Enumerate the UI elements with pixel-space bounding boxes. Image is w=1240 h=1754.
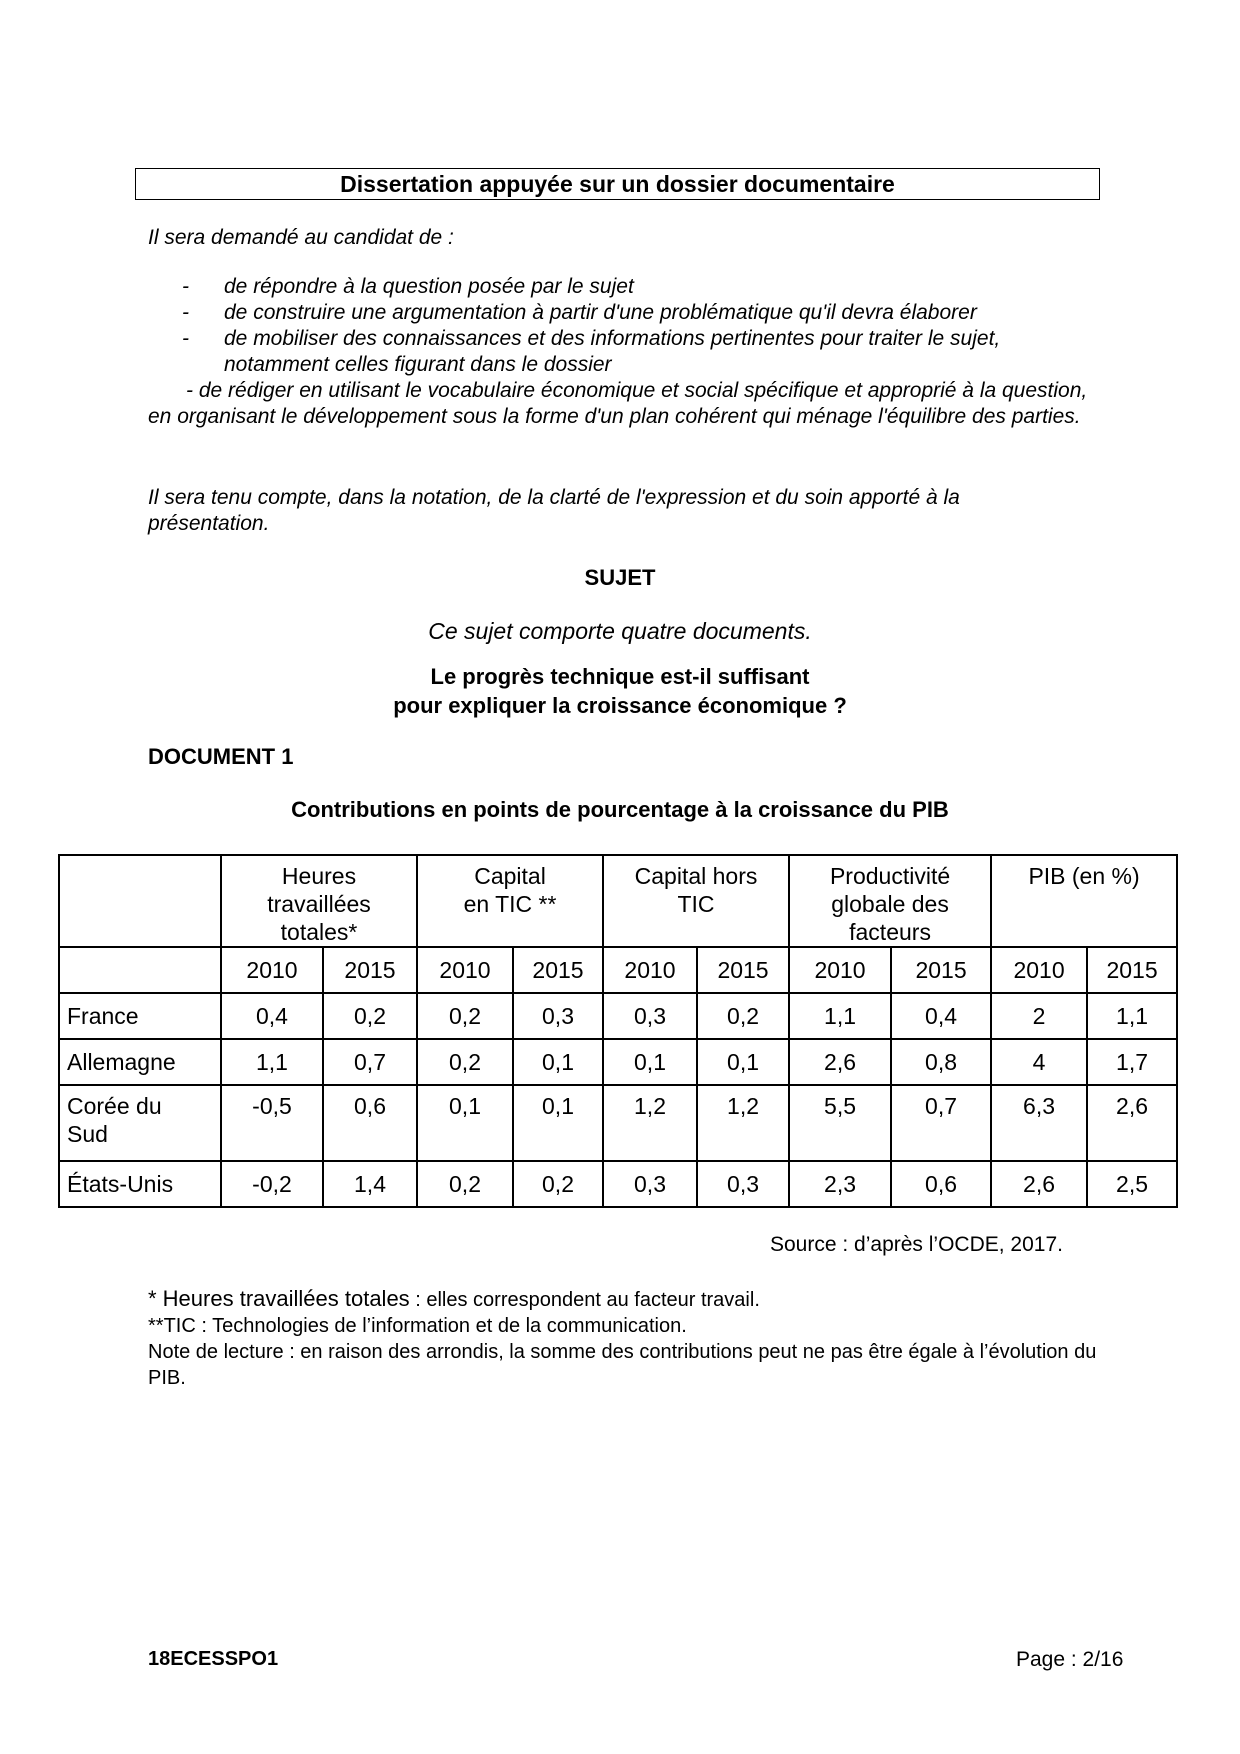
year-header: 2010 xyxy=(789,947,891,993)
year-header: 2010 xyxy=(417,947,513,993)
instructions-list xyxy=(148,274,1108,430)
year-header: 2015 xyxy=(697,947,789,993)
document-label: DOCUMENT 1 xyxy=(148,744,294,769)
year-header-row xyxy=(59,947,1177,993)
year-header: 2015 xyxy=(513,947,603,993)
year-corner xyxy=(59,947,221,993)
value-cell: 0,8 xyxy=(891,1039,991,1085)
column-group-header xyxy=(417,855,603,947)
instruction-item-last xyxy=(148,378,1108,430)
value-cell: 2,3 xyxy=(789,1161,891,1207)
year-header: 2015 xyxy=(1087,947,1177,993)
value-cell: 1,2 xyxy=(697,1085,789,1161)
value-cell: 1,1 xyxy=(1087,993,1177,1039)
intro-text: Il sera demandé au candidat de : xyxy=(148,226,454,249)
year-header: 2010 xyxy=(603,947,697,993)
value-cell: 0,3 xyxy=(697,1161,789,1207)
footnote-term: * Heures travaillées totales xyxy=(148,1286,410,1311)
year-header: 2010 xyxy=(221,947,323,993)
footnote: **TIC : Technologies de l’information et de la communication. xyxy=(148,1315,687,1337)
instruction-dash: - xyxy=(182,301,189,324)
value-cell: 0,1 xyxy=(603,1039,697,1085)
column-group-header xyxy=(603,855,789,947)
question-line: Le progrès technique est-il suffisant xyxy=(430,664,810,689)
value-cell: 0,1 xyxy=(513,1039,603,1085)
value-cell: 0,6 xyxy=(323,1085,417,1161)
value-cell: 0,2 xyxy=(417,1161,513,1207)
instruction-text: de rédiger en utilisant le vocabulaire économique et social spécifique et approprié à la question, en organisant le développement sous la forme d'un plan cohérent qui ménage l'équilibre des parties. xyxy=(148,379,1088,428)
country-cell: États-Unis xyxy=(59,1161,221,1207)
value-cell: 0,3 xyxy=(513,993,603,1039)
instruction-item xyxy=(148,300,1108,326)
value-cell: 0,1 xyxy=(417,1085,513,1161)
subject-question xyxy=(0,662,1240,720)
header-line: globale des xyxy=(831,891,949,917)
instruction-item xyxy=(148,326,1108,378)
country-cell: France xyxy=(59,993,221,1039)
value-cell: -0,5 xyxy=(221,1085,323,1161)
value-cell: 0,6 xyxy=(891,1161,991,1207)
column-group-header xyxy=(221,855,417,947)
table-source: Source : d’après l’OCDE, 2017. xyxy=(770,1233,1063,1256)
column-group-header xyxy=(789,855,991,947)
header-line: facteurs xyxy=(849,919,931,945)
value-cell: 0,2 xyxy=(513,1161,603,1207)
value-cell: 1,1 xyxy=(789,993,891,1039)
value-cell: 2,6 xyxy=(991,1161,1087,1207)
year-header: 2015 xyxy=(891,947,991,993)
value-cell: 0,1 xyxy=(697,1039,789,1085)
value-cell: 0,2 xyxy=(417,993,513,1039)
value-cell: 1,4 xyxy=(323,1161,417,1207)
value-cell: 2 xyxy=(991,993,1087,1039)
instruction-dash: - xyxy=(182,275,189,298)
year-header: 2010 xyxy=(991,947,1087,993)
value-cell: 4 xyxy=(991,1039,1087,1085)
footnote xyxy=(148,1286,1108,1313)
document-title: Dissertation appuyée sur un dossier documentaire xyxy=(135,168,1100,200)
country-cell xyxy=(59,1085,221,1161)
table-title: Contributions en points de pourcentage à la croissance du PIB xyxy=(291,797,949,822)
value-cell: 0,2 xyxy=(323,993,417,1039)
table-row xyxy=(59,1085,1177,1161)
reading-note: Note de lecture : en raison des arrondis, la somme des contributions peut ne pas être égale à l’évolution du PIB. xyxy=(148,1341,1097,1389)
page-number: Page : 2/16 xyxy=(1016,1648,1124,1671)
instruction-text: de construire une argumentation à partir d'une problématique qu'il devra élaborer xyxy=(224,301,977,324)
footnote-definition: : elles correspondent au facteur travail. xyxy=(409,1289,760,1311)
instruction-text: de répondre à la question posée par le sujet xyxy=(224,275,634,298)
value-cell: 1,7 xyxy=(1087,1039,1177,1085)
value-cell: 1,1 xyxy=(221,1039,323,1085)
value-cell: -0,2 xyxy=(221,1161,323,1207)
value-cell: 0,1 xyxy=(513,1085,603,1161)
instruction-item xyxy=(148,274,1108,300)
table-row xyxy=(59,1039,1177,1085)
value-cell: 0,3 xyxy=(603,993,697,1039)
header-line: en TIC ** xyxy=(463,891,557,917)
value-cell: 0,2 xyxy=(697,993,789,1039)
country-line: Corée du xyxy=(67,1093,162,1119)
presentation-note: Il sera tenu compte, dans la notation, de la clarté de l'expression et du soin apporté à la présentation. xyxy=(148,486,960,535)
value-cell: 6,3 xyxy=(991,1085,1087,1161)
header-line: Heures xyxy=(281,863,357,889)
table-row xyxy=(59,1161,1177,1207)
question-line: pour expliquer la croissance économique ? xyxy=(393,693,847,718)
instruction-dash: - xyxy=(186,379,193,402)
header-line: Productivité xyxy=(829,863,951,889)
value-cell: 5,5 xyxy=(789,1085,891,1161)
country-cell: Allemagne xyxy=(59,1039,221,1085)
value-cell: 2,6 xyxy=(1087,1085,1177,1161)
value-cell: 0,7 xyxy=(891,1085,991,1161)
value-cell: 2,5 xyxy=(1087,1161,1177,1207)
table-header-row xyxy=(59,855,1177,947)
header-line: travaillées xyxy=(267,891,371,917)
value-cell: 0,2 xyxy=(417,1039,513,1085)
year-header: 2015 xyxy=(323,947,417,993)
contributions-table xyxy=(58,854,1178,1208)
header-line: totales* xyxy=(280,919,358,945)
value-cell: 0,3 xyxy=(603,1161,697,1207)
header-line: PIB (en %) xyxy=(1028,863,1140,889)
instruction-dash: - xyxy=(182,327,189,350)
column-group-header xyxy=(991,855,1177,947)
sujet-heading: SUJET xyxy=(584,565,656,590)
table-footnotes xyxy=(148,1286,1108,1391)
header-line: TIC xyxy=(677,891,715,917)
value-cell: 0,4 xyxy=(221,993,323,1039)
header-line: Capital hors xyxy=(634,863,758,889)
value-cell: 0,7 xyxy=(323,1039,417,1085)
value-cell: 2,6 xyxy=(789,1039,891,1085)
country-line: Sud xyxy=(67,1121,108,1147)
table-row xyxy=(59,993,1177,1039)
exam-code: 18ECESSPO1 xyxy=(148,1648,279,1670)
documents-count: Ce sujet comporte quatre documents. xyxy=(428,618,812,644)
value-cell: 0,4 xyxy=(891,993,991,1039)
header-line: Capital xyxy=(474,863,546,889)
instruction-text: de mobiliser des connaissances et des informations pertinentes pour traiter le sujet, notamment celles figurant dans le dossier xyxy=(224,327,1001,376)
corner-cell xyxy=(59,855,221,947)
value-cell: 1,2 xyxy=(603,1085,697,1161)
